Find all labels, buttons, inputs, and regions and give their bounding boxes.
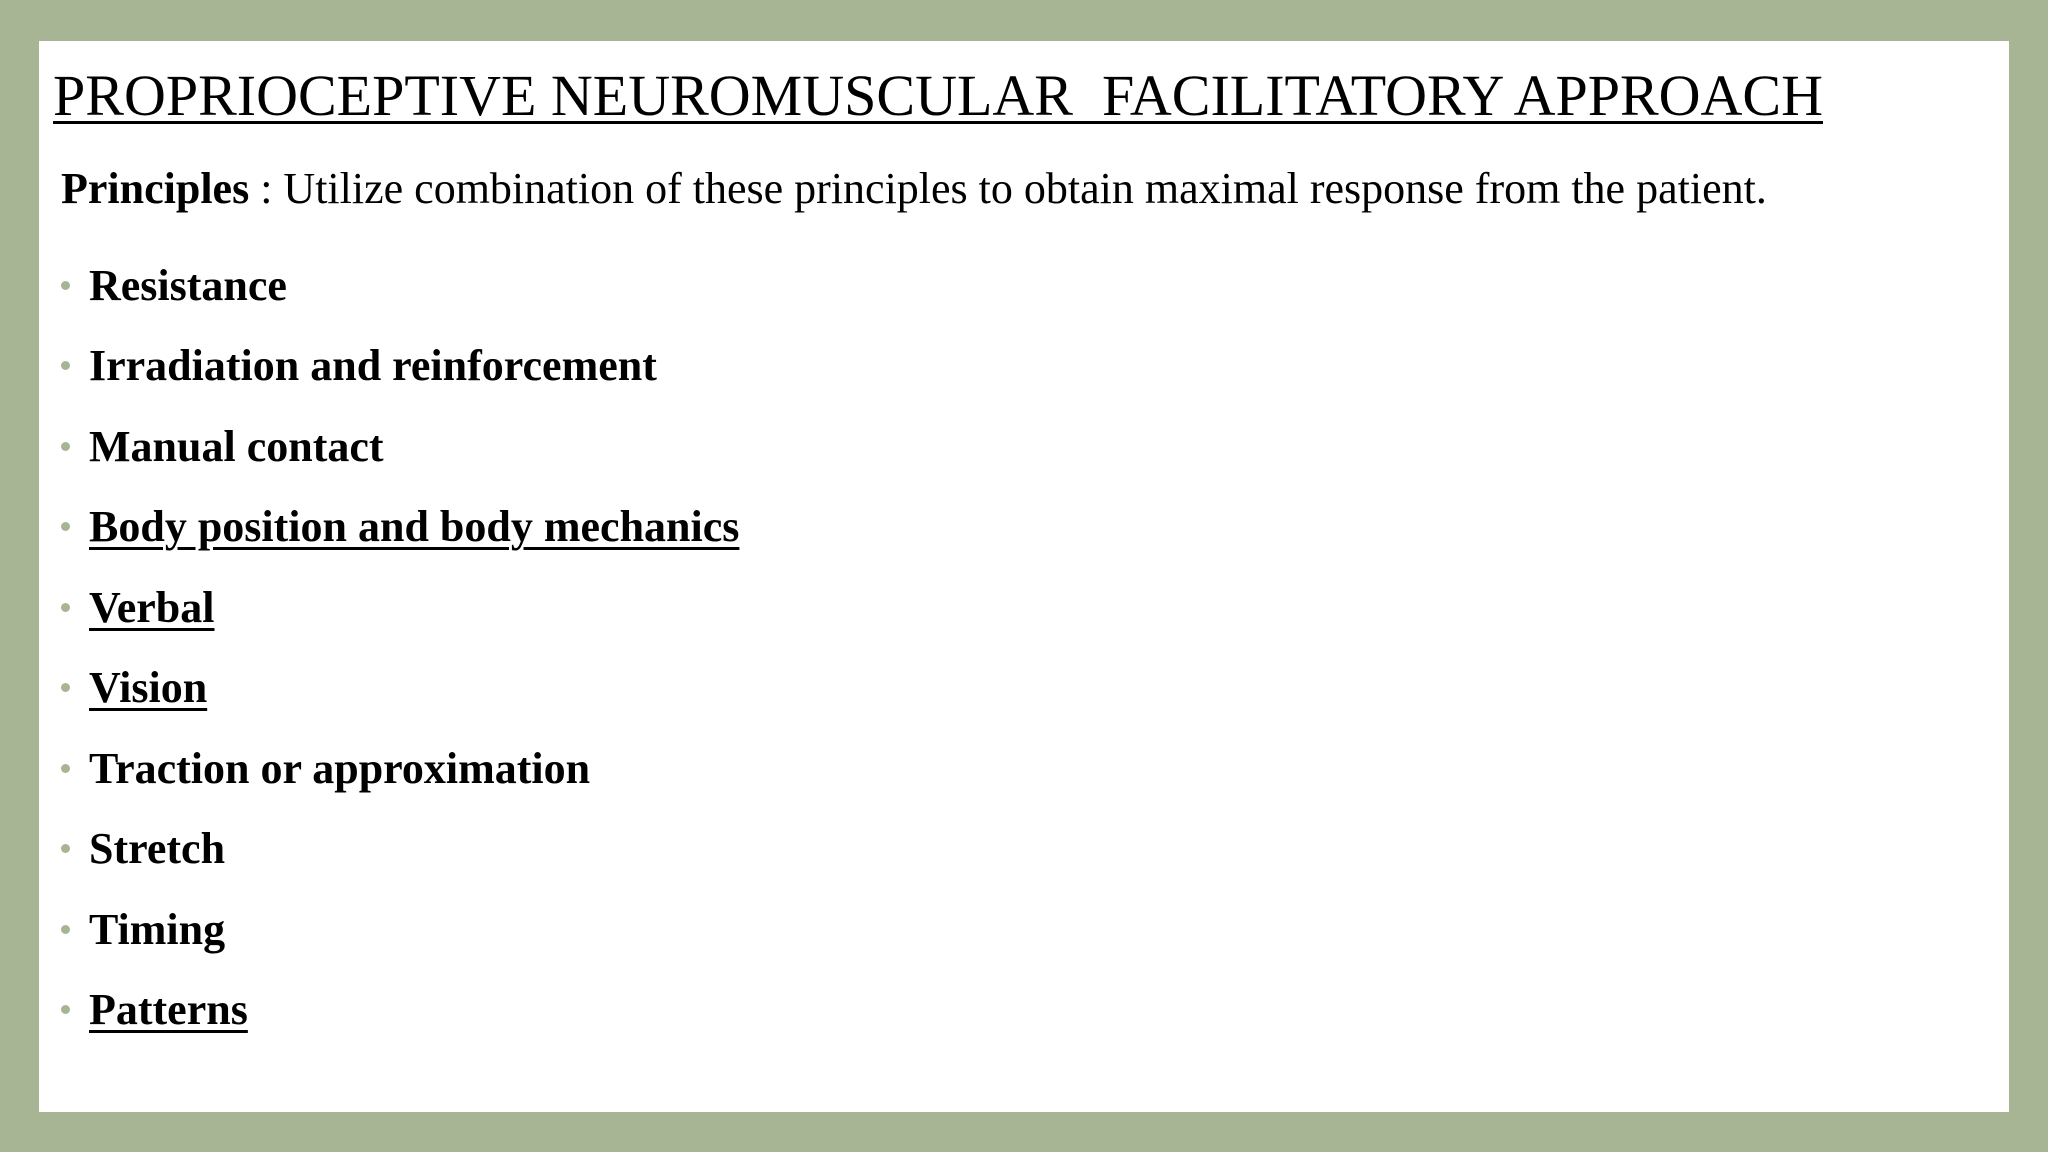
bullet-dot-icon — [61, 764, 70, 773]
list-item-label: Timing — [89, 904, 226, 954]
principles-label: Principles — [61, 164, 250, 213]
list-item-label: Resistance — [89, 260, 287, 310]
bullet-dot-icon — [61, 522, 70, 531]
bullet-dot-icon — [61, 1005, 70, 1014]
list-item-label: Patterns — [89, 985, 248, 1035]
list-item — [61, 406, 739, 487]
list-item — [61, 245, 739, 326]
list-item-label: Irradiation and reinforcement — [89, 341, 657, 391]
list-item-label: Body position and body mechanics — [89, 502, 740, 552]
list-item — [61, 889, 739, 970]
bullet-dot-icon — [61, 844, 70, 853]
slide — [39, 41, 2009, 1112]
bullet-dot-icon — [61, 281, 70, 290]
list-item-label: Stretch — [89, 824, 226, 874]
list-item — [61, 326, 739, 407]
bullet-dot-icon — [61, 925, 70, 934]
principles-text: : Utilize combination of these principles to obtain maximal response from the patient. — [249, 164, 1767, 213]
list-item — [61, 648, 739, 729]
bullet-dot-icon — [61, 683, 70, 692]
list-item-label: Traction or approximation — [89, 743, 591, 793]
slide-title: PROPRIOCEPTIVE NEUROMUSCULAR FACILITATORY APPROACH — [53, 63, 1823, 128]
list-item-label: Verbal — [89, 582, 215, 632]
list-item-label: Vision — [89, 663, 208, 713]
list-item — [61, 970, 739, 1051]
list-item — [61, 728, 739, 809]
list-item-label: Manual contact — [89, 421, 384, 471]
principles-list — [61, 245, 739, 1050]
list-item — [61, 567, 739, 648]
bullet-dot-icon — [61, 442, 70, 451]
list-item — [61, 487, 739, 568]
bullet-dot-icon — [61, 361, 70, 370]
list-item — [61, 809, 739, 890]
principles-intro — [61, 163, 1767, 216]
bullet-dot-icon — [61, 603, 70, 612]
